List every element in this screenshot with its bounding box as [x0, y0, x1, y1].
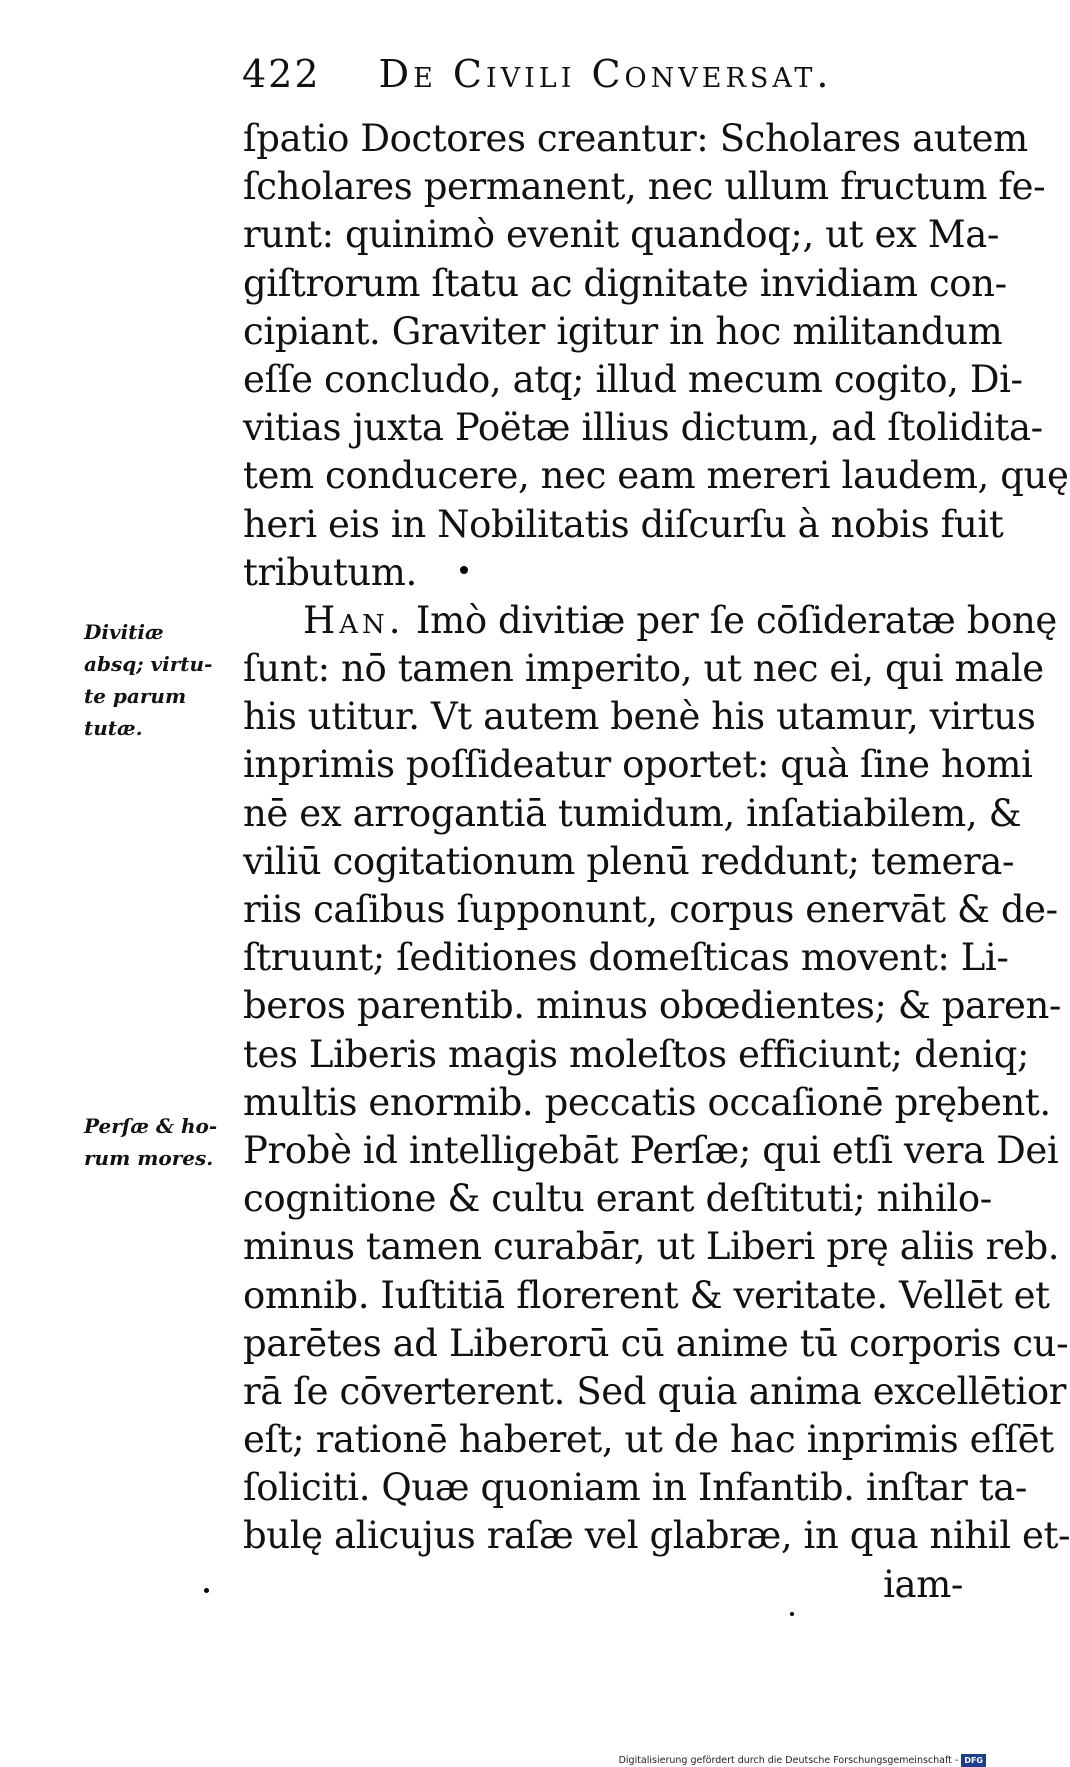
- ink-speck: [204, 1588, 209, 1593]
- speech-line: riis caſibus ſupponunt, corpus enervāt & de-: [243, 888, 1058, 931]
- marginal-note-line: rum mores.: [84, 1146, 214, 1170]
- speech-line: his utitur. Vt autem benè his utamur, virtus: [243, 695, 1036, 739]
- speech-line: Probè id intelligebāt Perſæ; qui etſi vera Dei: [243, 1128, 1059, 1172]
- speech-line: ſunt: nō tamen imperito, ut nec ei, qui male: [243, 647, 1044, 691]
- marginal-note-line: te parum: [84, 684, 187, 708]
- speech-line: ſoliciti. Quæ quoniam in Infantib. inſtar ta-: [243, 1466, 1028, 1510]
- speech-line: parētes ad Liberorū cū anime tū corporis cu-: [243, 1321, 1069, 1365]
- digitization-credit: [619, 1754, 986, 1767]
- running-header: [242, 52, 922, 112]
- marginal-note-line: Divitiæ: [84, 620, 164, 644]
- speech-line: rā ſe cōverterent. Sed quia anima excellētior: [243, 1369, 1067, 1413]
- speech-line: eſt; rationē haberet, ut de hac inprimis eſſēt: [243, 1418, 1054, 1462]
- marginal-note-line: absq; virtu-: [84, 652, 213, 676]
- running-title: De Civili Conversat.: [378, 52, 833, 96]
- text-line: ſpatio Doctores creantur: Scholares autem: [243, 117, 1028, 160]
- text-line: eſſe concludo, atq; illud mecum cogito, Di-: [243, 357, 1023, 401]
- speech-line: beros parentib. minus obœdientes; & paren-: [243, 984, 1062, 1028]
- credit-text: Digitalisierung gefördert durch die Deutsche Forschungsgemeinschaft -: [618, 1755, 959, 1766]
- speech-line: omnib. Iuſtitiā florerent & veritate. Vellēt et: [243, 1273, 1050, 1317]
- speaker-name: Han.: [303, 598, 405, 642]
- speech-first-line: [243, 597, 1057, 645]
- text-line: runt: quinimò evenit quandoq;, ut ex Ma-: [243, 213, 1000, 257]
- catchword: iam-: [883, 1562, 963, 1606]
- dfg-logo: DFG: [961, 1754, 986, 1767]
- speech-line: multis enormib. peccatis occaſionē prębent.: [243, 1080, 1051, 1124]
- marginal-note-line: tutæ.: [84, 716, 143, 740]
- text-line: tem conducere, nec eam mereri laudem, quę: [243, 454, 1069, 498]
- text-line: vitias juxta Poëtæ illius dictum, ad ſtolidita-: [243, 406, 1043, 450]
- page-number: 422: [242, 52, 321, 96]
- speech-line: ſtruunt; ſeditiones domeſticas movent: Li-: [243, 936, 1009, 980]
- speech-line: bulę alicujus raſæ vel glabræ, in qua nihil et-: [243, 1514, 1070, 1558]
- speech-line: minus tamen curabār, ut Liberi prę aliis reb.: [243, 1225, 1060, 1269]
- ink-speck: [460, 566, 468, 574]
- speech-line: inprimis poſſideatur oportet: quà ſine homi: [243, 743, 1033, 787]
- text-line: giſtrorum ſtatu ac dignitate invidiam con-: [243, 261, 1007, 305]
- speech-line: nē ex arrogantiā tumidum, inſatiabilem, &: [243, 791, 1022, 835]
- ink-speck: [790, 1612, 794, 1616]
- marginal-note-line: Perſæ & ho-: [84, 1114, 218, 1138]
- main-text-block: [243, 115, 1070, 1609]
- text-line: ſcholares permanent, nec ullum fructum fe-: [243, 165, 1046, 209]
- speech-line: cognitione & cultu erant deſtituti; nihilo-: [243, 1177, 992, 1221]
- text-line: cipiant. Graviter igitur in hoc militandum: [243, 309, 1003, 353]
- speech-line: viliū cogitationum plenū reddunt; temera-: [243, 839, 1015, 883]
- text-line: heri eis in Nobilitatis diſcurſu à nobis fuit: [243, 502, 1004, 546]
- marginal-note-persae: [84, 1110, 234, 1174]
- speech-line: tes Liberis magis moleſtos efficiunt; deniq;: [243, 1032, 1030, 1076]
- marginal-note-divitiae: [84, 616, 234, 744]
- text-line: tributum.: [243, 550, 417, 594]
- speech-first-line-text: Imò divitiæ per ſe cōſideratæ bonę: [404, 598, 1057, 642]
